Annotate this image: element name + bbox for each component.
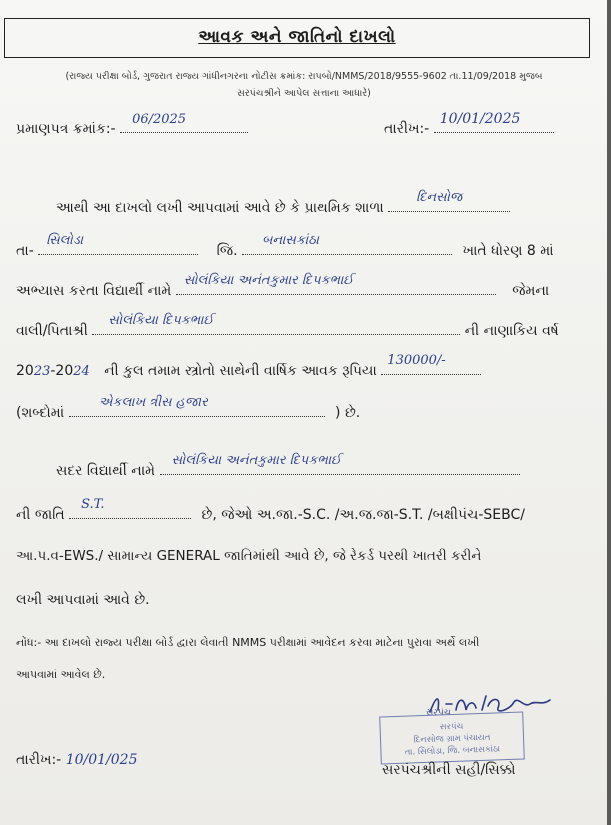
note-line-1: નોંધ:- આ દાખલો રાજ્ય પરીક્ષા બોર્ડ દ્વારા લેવાતી NMMS પરીક્ષામાં આવેદન કરવા માટેના પુરાવા અર્થે લખી — [16, 636, 480, 649]
date-label: તારીખ:- — [384, 121, 430, 137]
year-a-value: 23 — [33, 364, 51, 379]
para-line-2 — [16, 233, 554, 259]
para-line-7 — [56, 453, 520, 479]
words-value: એકલાખ ત્રીસ હજાર — [98, 395, 208, 410]
words-field — [69, 395, 325, 417]
para-line-5 — [16, 353, 481, 379]
jemna-text: જેમના — [512, 283, 550, 299]
document-title: આવક અને જાતિનો દાખલો — [198, 27, 396, 47]
bottom-date — [16, 752, 137, 768]
parent-name-field — [92, 313, 460, 335]
district-field — [242, 233, 452, 255]
cert-number-value: 06/2025 — [132, 112, 187, 127]
income-field — [381, 353, 481, 375]
cert-number-row — [16, 112, 248, 137]
taluka-label: તા- — [16, 243, 34, 259]
para-line-4 — [16, 313, 559, 339]
para-line-1 — [56, 190, 510, 216]
school-field — [388, 190, 510, 212]
para-line-8 — [16, 497, 525, 523]
cert-number-field — [120, 112, 248, 133]
year-b-value: 24 — [73, 364, 90, 379]
sadar-text: સદર વિદ્યાર્થી નામે — [56, 463, 156, 479]
student-name-field — [176, 273, 496, 295]
date-field — [434, 111, 554, 133]
parent-label: વાલી/પિતાશ્રી — [16, 323, 88, 339]
official-stamp — [379, 712, 525, 765]
year-prefix-a: 20 — [16, 363, 34, 379]
district-label: જિ. — [216, 243, 238, 259]
words-close: ) છે. — [335, 405, 361, 421]
sarpanch-label: સરપંચ — [426, 708, 451, 718]
taluka-value: સિલોડા — [46, 233, 84, 248]
taluka-field — [38, 233, 198, 255]
income-value: 130000/- — [387, 353, 446, 368]
caste-field — [69, 497, 191, 519]
words-label: (શબ્દોમાં — [16, 405, 65, 421]
income-text: ની કુલ તમામ સ્ત્રોતો સાથેની વાર્ષિક આવક રૂપિયા — [104, 363, 377, 379]
cert-number-label: પ્રમાણપત્ર ક્રમાંક:- — [16, 121, 116, 137]
studying-text: અભ્યાસ કરતા વિદ્યાર્થી નામે — [16, 283, 172, 299]
notice-line-2: સરપંચશ્રીને આપેલ સત્તાના આધારે) — [237, 88, 371, 99]
sarpanch-sign-label: સરપંચશ્રીની સહી/સિક્કો — [382, 762, 516, 778]
student-name-value: સોલંકિયા અનંતકુમાર દિપકભાઈ — [183, 273, 354, 288]
caste-options: છે, જેઓ અ.જા.-S.C. /અ.જ.જા-S.T. /બક્ષીપંચ-SEBC/ — [201, 507, 525, 523]
caste-value: S.T. — [81, 497, 105, 512]
para-line-3 — [16, 273, 550, 299]
bottom-date-value: 10/01/025 — [65, 752, 138, 768]
title-box — [4, 18, 590, 58]
dhoran-text: ખાતે ધોરણ 8 માં — [462, 243, 554, 259]
note-line-2: આપવામાં આવેલ છે. — [16, 668, 106, 681]
notice-line-1: (રાજ્ય પરીક્ષા બોર્ડ, ગુજરાત રાજ્ય ગાંધીનગરના નોટીસ ક્રમાંક: રાપબો/NMMS/2018/9555-9602 તા.11/09/2018 મુજબ — [65, 71, 543, 82]
school-value: દિનસોજ — [416, 190, 463, 205]
bottom-date-label: તારીખ:- — [16, 752, 62, 768]
para-line-10: લખી આપવામાં આવે છે. — [16, 592, 150, 608]
student-name2-field — [160, 453, 520, 475]
para1-text: આથી આ દાખલો લખી આપવામાં આવે છે કે પ્રાથમિક શાળા — [56, 200, 384, 216]
nanakiya-text: ની નાણાકિય વર્ષ — [464, 323, 559, 339]
student-name2-value: સોલંકિયા અનંતકુમાર દિપકભાઈ — [171, 453, 342, 468]
para-line-6 — [16, 395, 361, 421]
stamp-line-2: દિનસોજ ગ્રામ પંચાયત — [413, 732, 491, 746]
year-dash: -20 — [50, 363, 74, 379]
para-line-9: આ.પ.વ-EWS./ સામાન્ય GENERAL જાતિમાંથી આવે છે, જે રેકર્ડ પરથી ખાતરી કરીને — [16, 548, 482, 564]
stamp-line-3: તા. સિલોડા, જિ. બનાસકાંઠા — [404, 744, 501, 758]
date-row — [384, 111, 554, 137]
notice-text — [34, 68, 574, 102]
district-value: બનાસકાંઠા — [261, 233, 319, 248]
caste-label: ની જાતિ — [16, 507, 65, 523]
parent-name-value: સોલંકિયા દિપકભાઈ — [108, 313, 214, 328]
stamp-line-1: સરપંચ — [439, 721, 464, 733]
date-value: 10/01/2025 — [439, 111, 521, 127]
